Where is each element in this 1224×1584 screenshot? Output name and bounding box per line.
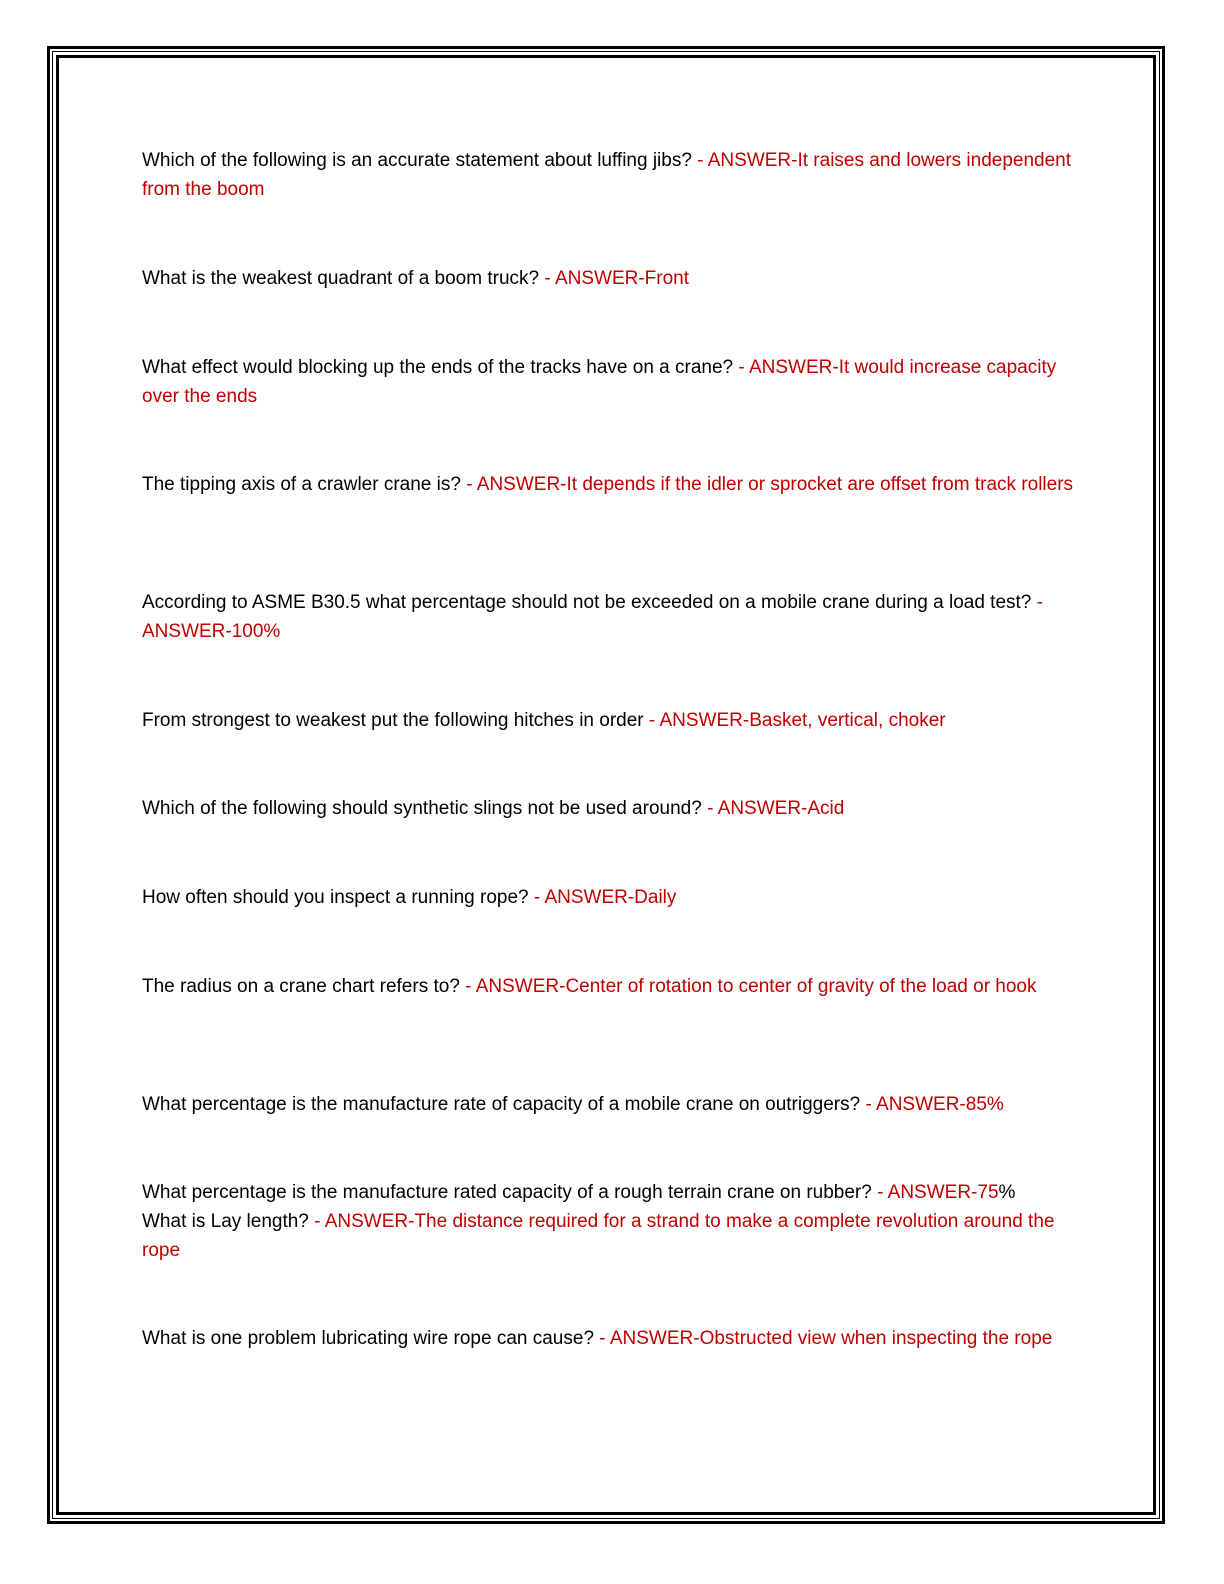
question-text: What percentage is the manufacture rate of capacity of a mobile crane on outriggers?	[142, 1094, 861, 1115]
answer-text: ANSWER-Daily	[544, 887, 677, 908]
question-text: The tipping axis of a crawler crane is?	[142, 474, 461, 495]
qa-item	[142, 470, 1077, 499]
question-text: Which of the following is an accurate statement about luffing jibs?	[142, 150, 692, 171]
answer-text: ANSWER-The distance required for a strand to make a complete revolution around the rope	[142, 1211, 1055, 1261]
qa-item	[142, 972, 1077, 1001]
answer-text: ANSWER-It raises and lowers independent from the boom	[142, 150, 1072, 200]
question-text: How often should you inspect a running rope?	[142, 887, 529, 908]
question-text: The radius on a crane chart refers to?	[142, 976, 460, 997]
question-text: What is one problem lubricating wire rope can cause?	[142, 1328, 595, 1349]
answer-text: ANSWER-Front	[554, 268, 690, 289]
answer-text: ANSWER-85%	[876, 1094, 1004, 1115]
qa-item	[142, 353, 1077, 411]
answer-text: ANSWER-It would increase capacity over the ends	[142, 357, 1057, 407]
answer-separator: -	[594, 1328, 610, 1349]
answer-text: ANSWER-Basket, vertical, choker	[659, 710, 946, 731]
qa-item	[142, 1090, 1077, 1119]
qa-item	[142, 588, 1077, 646]
answer-separator: -	[733, 357, 749, 378]
answer-separator: -	[871, 1182, 888, 1203]
qa-item	[142, 794, 1077, 823]
answer-separator: -	[701, 798, 718, 819]
qa-item	[142, 1324, 1077, 1353]
qa-item	[142, 264, 1077, 293]
answer-separator: -	[308, 1211, 325, 1232]
answer-separator: -	[691, 150, 708, 171]
answer-separator: -	[1031, 592, 1043, 613]
question-text: Which of the following should synthetic slings not be used around?	[142, 798, 702, 819]
question-text: According to ASME B30.5 what percentage should not be exceeded on a mobile crane during a load test?	[142, 592, 1032, 613]
answer-separator: -	[539, 268, 555, 289]
answer-separator: -	[643, 710, 660, 731]
qa-item	[142, 706, 1077, 735]
question-text: What percentage is the manufacture rated capacity of a rough terrain crane on rubber?	[142, 1182, 872, 1203]
qa-item	[142, 1178, 1077, 1265]
qa-item	[142, 146, 1077, 204]
answer-text: ANSWER-Center of rotation to center of gravity of the load or hook	[475, 976, 1037, 997]
question-text: What is Lay length?	[142, 1211, 309, 1232]
answer-separator: -	[460, 474, 477, 495]
answer-separator: -	[459, 976, 476, 997]
question-text: What effect would blocking up the ends of the tracks have on a crane?	[142, 357, 734, 378]
question-text: What is the weakest quadrant of a boom truck?	[142, 268, 540, 289]
answer-text: ANSWER-Acid	[717, 798, 845, 819]
answer-separator: -	[860, 1094, 877, 1115]
answer-text: ANSWER-Obstructed view when inspecting the rope	[609, 1328, 1053, 1349]
answer-text: ANSWER-75	[887, 1182, 999, 1203]
answer-trailing-text: %	[998, 1182, 1016, 1203]
answer-separator: -	[528, 887, 545, 908]
qa-item	[142, 883, 1077, 912]
question-text: From strongest to weakest put the following hitches in order	[142, 710, 644, 731]
answer-text: ANSWER-100%	[142, 621, 281, 642]
answer-text: ANSWER-It depends if the idler or sprocket are offset from track rollers	[476, 474, 1074, 495]
